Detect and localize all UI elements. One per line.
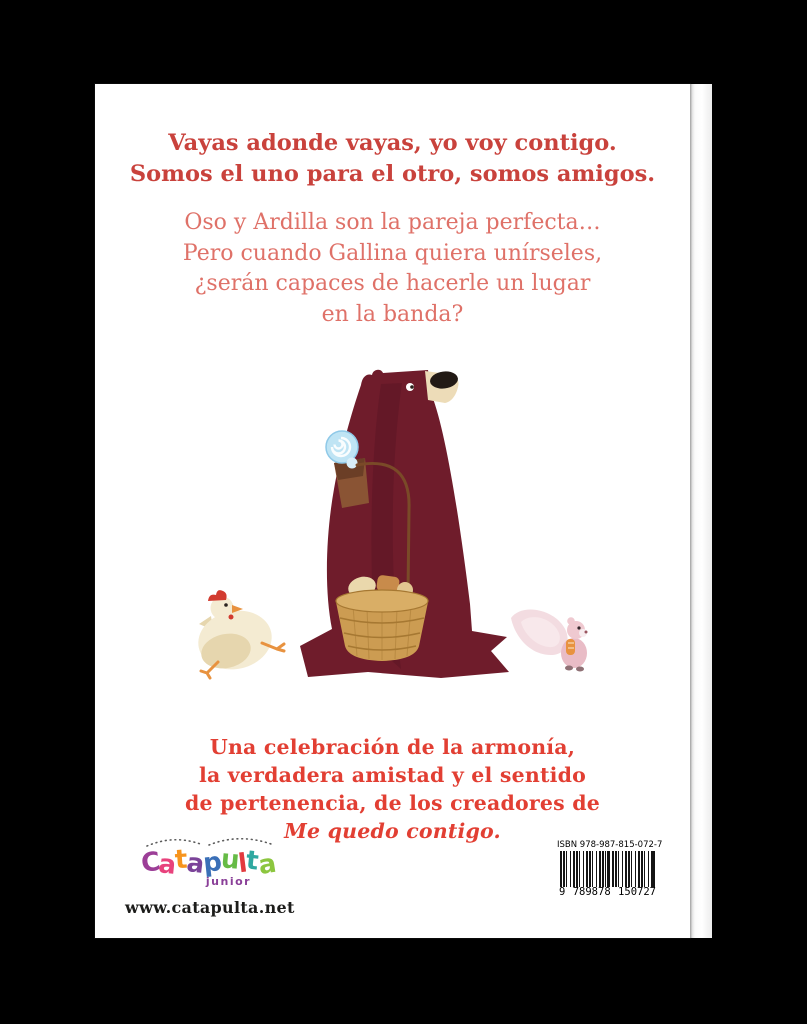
blurb-line: en la banda? [321, 301, 464, 327]
blurb-line: ¿serán capaces de hacerle un lugar [194, 271, 591, 296]
bear-illustration [300, 370, 509, 678]
publisher-website: www.catapulta.net [125, 898, 295, 917]
tagline-line: Una celebración de la armonía, [209, 735, 576, 759]
tagline-book-title: Me quedo contigo. [284, 819, 501, 843]
logo-letter: a [156, 849, 177, 881]
publisher-block [125, 832, 295, 917]
logo-letter: p [201, 847, 223, 879]
barcode-bars [560, 851, 655, 887]
logo-letter: a [184, 848, 205, 880]
hen-illustration [193, 590, 284, 678]
logo-letter: C [138, 846, 162, 880]
isbn-label: ISBN 978-987-815-072-7 [557, 840, 663, 850]
logo-letter: a [256, 848, 278, 882]
headline-line: Vayas adonde vayas, yo voy contigo. [168, 130, 617, 156]
logo-junior-label: junior [205, 875, 252, 888]
blurb-line: Pero cuando Gallina quiera unírseles, [182, 240, 603, 266]
book-back-cover [95, 84, 690, 938]
logo-letter: u [219, 844, 240, 876]
tagline-line: la verdadera amistad y el sentido [198, 763, 587, 787]
book-page-edge [690, 84, 712, 938]
logo-letter: l [236, 848, 249, 880]
tagline-line: de pertenencia, de los creadores de [184, 791, 601, 815]
logo-letter: t [244, 845, 260, 877]
basket-rim [336, 590, 428, 612]
squirrel-illustration [511, 610, 588, 672]
barcode-digits: 9 789878 150727 [559, 886, 656, 898]
headline-line: Somos el uno para el otro, somos amigos. [129, 161, 656, 187]
logo-letter: t [174, 844, 188, 876]
tagline [95, 733, 690, 845]
blurb-line: Oso y Ardilla son la pareja perfecta… [184, 210, 601, 235]
barcode-block [557, 840, 663, 898]
